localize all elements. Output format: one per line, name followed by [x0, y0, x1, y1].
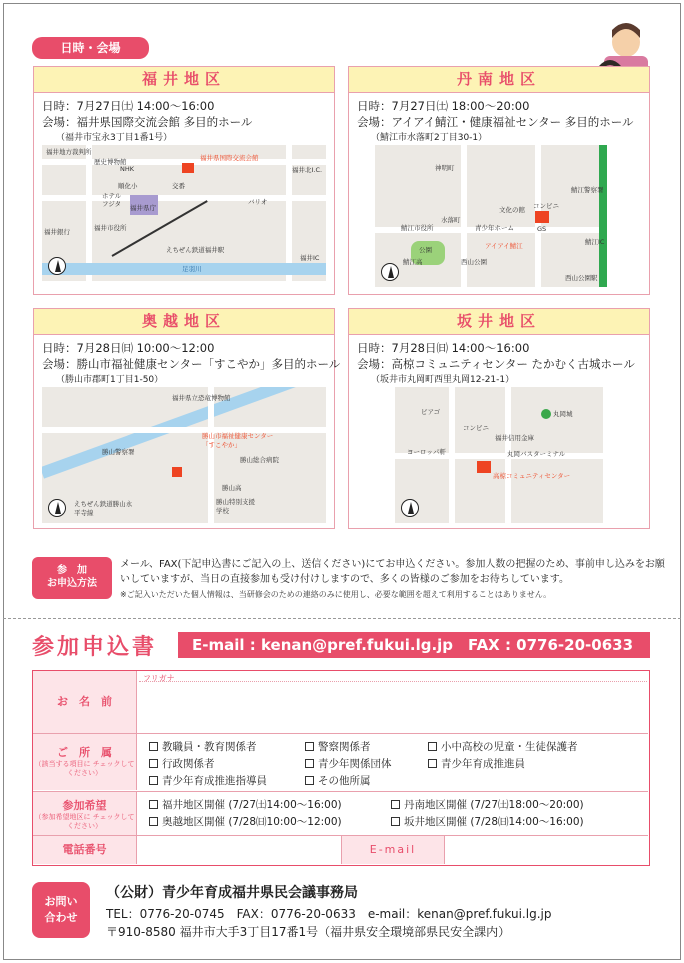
map-label: 福井信用金庫	[495, 434, 534, 442]
contact-tel: TEL：0776-20-0745 FAX：0776-20-0633 e-mail：kenan@pref.fukui.lg.jp	[106, 907, 552, 921]
checkbox[interactable]	[428, 742, 437, 751]
map-label: バリオ	[248, 198, 268, 206]
map-label: 丸岡城	[553, 410, 573, 418]
map-label: 歴史博物館	[94, 158, 127, 166]
email-label: E-mail	[341, 836, 445, 864]
affil-option-2[interactable]: 警察関係者	[305, 739, 371, 754]
checkbox[interactable]	[391, 817, 400, 826]
checkbox[interactable]	[149, 759, 158, 768]
name-label: お 名 前	[33, 671, 137, 733]
venue-place: 会場：高椋コミュニティセンター たかむく古城ホール	[357, 357, 635, 371]
hope-option-2[interactable]: 丹南地区開催 (7/27㈯18:00～20:00)	[391, 797, 584, 812]
map-label: 西山公園駅	[565, 274, 598, 282]
map-label: 青少年ホーム	[475, 224, 514, 232]
map-label: 福井北I.C.	[292, 166, 323, 174]
checkbox[interactable]	[391, 800, 400, 809]
map-tannan	[375, 145, 607, 287]
phone-input[interactable]	[139, 836, 339, 864]
method-label-1: 参 加	[57, 565, 87, 576]
checkbox[interactable]	[305, 742, 314, 751]
venue-date: 日時：7月28日㈰ 14:00～16:00	[357, 341, 530, 355]
venue-place: 会場：勝山市福祉健康センター「すこやか」多目的ホール	[42, 357, 341, 371]
contact-org: （公財）青少年育成福井県民会議事務局	[106, 885, 358, 901]
map-label: 福井県庁	[130, 204, 156, 212]
venue-date: 日時：7月28日㈰ 10:00～12:00	[42, 341, 215, 355]
map-label: 順化小	[118, 182, 138, 190]
north-arrow-icon	[48, 257, 66, 275]
map-label: 勝山高	[222, 484, 242, 492]
venue-address: （坂井市丸岡町西里丸岡12-21-1）	[371, 375, 515, 385]
map-label: 勝山総合病院	[240, 456, 279, 464]
contact-badge: お問い 合わせ	[32, 882, 90, 938]
hope-option-4[interactable]: 坂井地区開催 (7/28㈰14:00～16:00)	[391, 814, 584, 829]
map-label: 交番	[172, 182, 185, 190]
venue-sakai	[348, 308, 650, 529]
affil-option-7[interactable]: 青少年育成推進指導員	[149, 773, 267, 788]
phone-label: 電話番号	[33, 836, 137, 864]
map-label: 勝山特別支援学校	[216, 498, 255, 515]
affil-option-3[interactable]: 小中高校の児童・生徒保護者	[428, 739, 578, 754]
email-input[interactable]	[447, 836, 647, 864]
form-title: 参加申込書	[32, 635, 158, 660]
map-label: コンビニ	[463, 424, 489, 432]
checkbox[interactable]	[149, 776, 158, 785]
map-label: フジタ	[102, 200, 121, 208]
application-form	[32, 670, 650, 866]
venue-okuetsu	[33, 308, 341, 529]
venue-address: （福井市宝永3丁目1番1号）	[56, 133, 173, 143]
affil-option-1[interactable]: 教職員・教育関係者	[149, 739, 257, 754]
map-okuetsu	[42, 387, 326, 523]
map-label: 勝山警察署	[102, 448, 135, 456]
hope-option-1[interactable]: 福井地区開催 (7/27㈯14:00～16:00)	[149, 797, 342, 812]
map-label: ヨーロッパ軒	[407, 448, 446, 456]
name-input[interactable]	[139, 681, 647, 731]
map-label: 西山公園	[461, 258, 487, 266]
checkbox[interactable]	[149, 800, 158, 809]
participation-label: 参加希望 （参加希望地区に チェックしてください）	[33, 792, 137, 836]
contact-address: 〒910-8580 福井市大手3丁目17番1号（福井県安全環境部県民安全課内）	[106, 925, 511, 939]
map-label: 福井市役所	[94, 224, 127, 232]
map-label: 水落町	[441, 216, 461, 224]
north-arrow-icon	[401, 499, 419, 517]
map-label: 神明町	[435, 164, 455, 172]
affil-option-8[interactable]: その他所属	[305, 773, 371, 788]
venue-tannan	[348, 66, 650, 295]
map-label: 福井地方裁判所	[46, 148, 92, 156]
form-contact-bar: E-mail : kenan@pref.fukui.lg.jp FAX : 0776-20-0633	[178, 632, 650, 658]
map-label: 高椋コミュニティセンター	[493, 472, 571, 480]
map-label: NHK	[120, 165, 135, 173]
application-method-badge	[32, 557, 112, 599]
venue-date: 日時：7月27日㈯ 18:00～20:00	[357, 99, 530, 113]
privacy-note: ※ご記入いただいた個人情報は、当研修会のための連絡のみに使用し、必要な範囲を超えて利用することはありません。	[120, 590, 552, 599]
map-label: 福井銀行	[44, 228, 70, 236]
map-sakai	[395, 387, 603, 523]
map-label: えちぜん鉄道福井駅	[166, 246, 225, 254]
furigana-label: フリガナ	[143, 674, 175, 683]
map-label: 福井IC	[300, 254, 320, 262]
method-label-2: お申込方法	[47, 578, 97, 589]
cut-line	[3, 618, 681, 619]
venue-place: 会場：福井県国際交流会館 多目的ホール	[42, 115, 253, 129]
affil-option-4[interactable]: 行政関係者	[149, 756, 215, 771]
map-label: コンビニ	[533, 202, 559, 210]
map-label: 鯖江高	[403, 258, 423, 266]
map-label: ホテル	[102, 192, 122, 200]
map-label: アイアイ鯖江	[485, 242, 523, 250]
map-label: ピアゴ	[421, 408, 441, 416]
map-fukui	[42, 145, 326, 281]
map-label: えちぜん鉄道勝山永平寺線	[74, 500, 133, 517]
area-title: 奥越地区	[34, 309, 334, 335]
affil-option-6[interactable]: 青少年育成推進員	[428, 756, 525, 771]
map-label: 鯖江警察署	[571, 186, 604, 194]
checkbox[interactable]	[149, 742, 158, 751]
checkbox[interactable]	[305, 759, 314, 768]
venue-fukui	[33, 66, 335, 295]
area-title: 福井地区	[34, 67, 334, 93]
north-arrow-icon	[381, 263, 399, 281]
affiliation-label: ご 所 属 （該当する項目に チェックしてください）	[33, 734, 137, 790]
checkbox[interactable]	[305, 776, 314, 785]
application-method-text: メール、FAX(下記申込書にご記入の上、送信ください)にてお申込ください。参加人数の把握のため、事前申し込みをお願いしていますが、当日の直接参加も受け付けしますので、多くの皆様のご参加をお待ちしています。	[120, 559, 665, 585]
map-label: 勝山市福祉健康センター「すこやか」	[202, 432, 274, 449]
area-title: 坂井地区	[349, 309, 649, 335]
map-label: 足羽川	[182, 265, 202, 273]
venue-place: 会場：アイアイ鯖江・健康福祉センター 多目的ホール	[357, 115, 634, 129]
affil-option-5[interactable]: 青少年関係団体	[305, 756, 392, 771]
map-label: 福井県立恐竜博物館	[172, 394, 231, 402]
map-label: GS	[537, 225, 547, 233]
venue-address: （勝山市郡町1丁目1-50）	[56, 375, 164, 385]
north-arrow-icon	[48, 499, 66, 517]
map-label: 公園	[419, 246, 432, 254]
map-label: 鯖江IC	[585, 238, 605, 246]
area-title: 丹南地区	[349, 67, 649, 93]
checkbox[interactable]	[149, 817, 158, 826]
checkbox[interactable]	[428, 759, 437, 768]
map-label: 文化の館	[499, 206, 525, 214]
venue-date: 日時：7月27日㈯ 14:00～16:00	[42, 99, 215, 113]
map-label: 鯖江市役所	[401, 224, 434, 232]
hope-option-3[interactable]: 奥越地区開催 (7/28㈰10:00～12:00)	[149, 814, 342, 829]
datetime-venue-badge: 日時・会場	[32, 37, 149, 59]
map-label: 福井県国際交流会館	[200, 154, 259, 162]
venue-address: （鯖江市水落町2丁目30-1）	[371, 133, 488, 143]
map-label: 丸岡バスターミナル	[507, 450, 566, 458]
